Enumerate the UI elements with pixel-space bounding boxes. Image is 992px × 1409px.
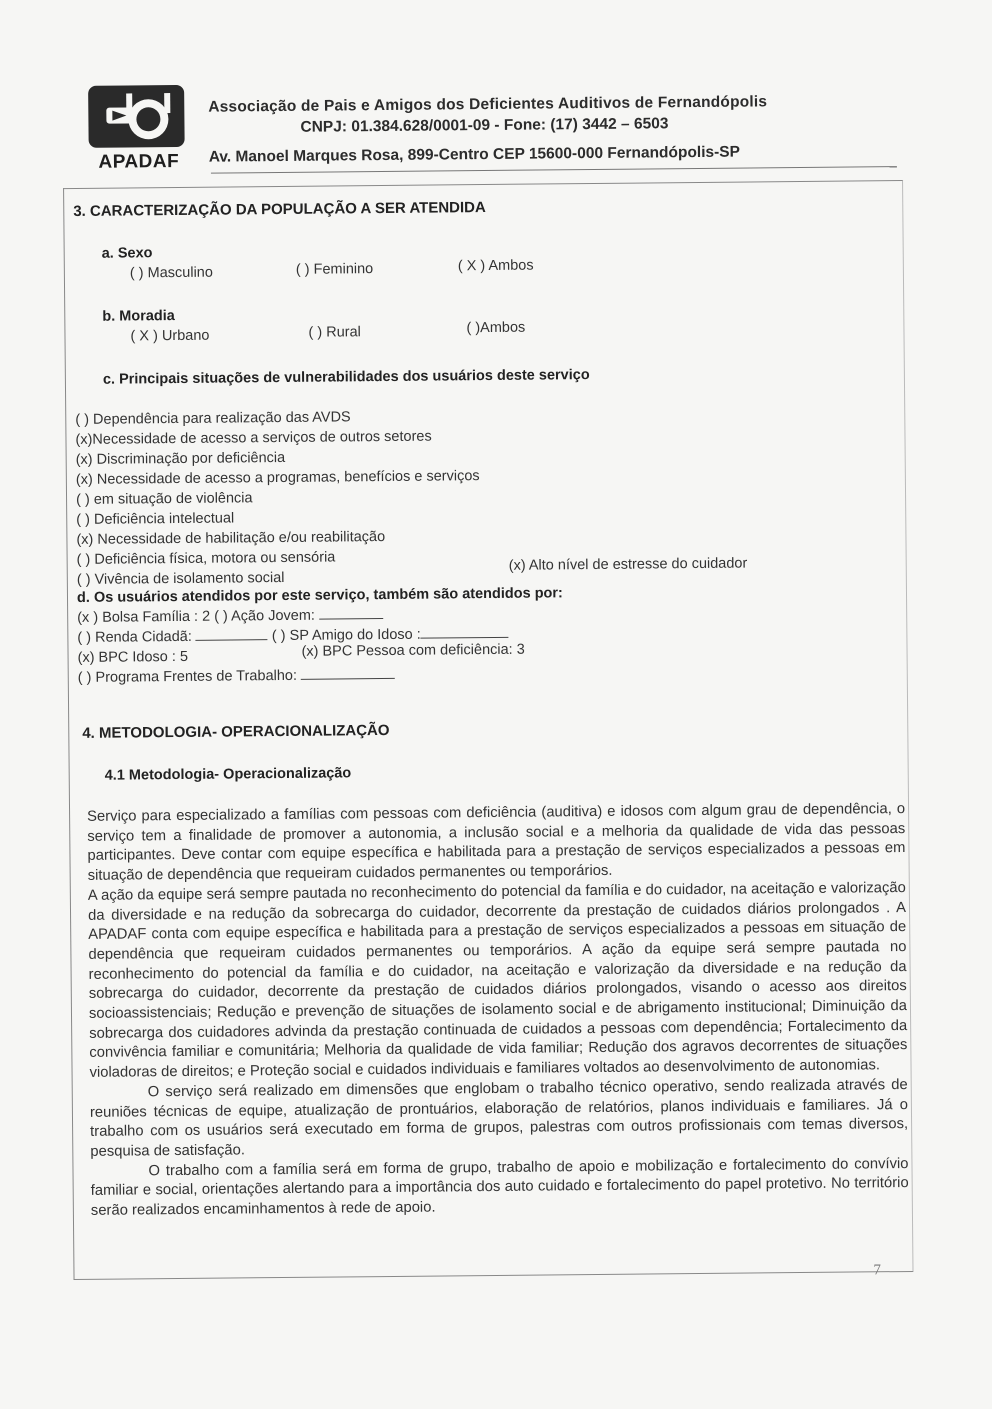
renda-cidada-text: ( ) Renda Cidadã:	[77, 628, 192, 646]
methodology-text	[87, 800, 909, 1222]
section3-title: 3. CARACTERIZAÇÃO DA POPULAÇÃO A SER ATENDIDA	[73, 199, 486, 220]
address: Av. Manoel Marques Rosa, 899-Centro CEP 15600-000 Fernandópolis-SP	[208, 143, 741, 166]
bpc-idoso: (x) BPC Idoso : 5	[77, 648, 189, 666]
sp-amigo-idoso-text: ( ) SP Amigo do Idoso :	[271, 626, 421, 645]
logo-text: APADAF	[98, 150, 180, 173]
paragraph: Serviço para especializado a famílias com pessoas com deficiência (auditiva) e idosos com algum grau de dependência, o serviço tem a finalidade de promover a autonomia, a inclusão social e a melhoria da qualidade de vida das pessoas participantes. Deve contar com equipe específica e habilitada para a prestação de serviços especializados a pessoas em situação de dependência que requeiram cuidados permanentes ou temporários.	[87, 801, 906, 884]
vulnerability-item: (x)Necessidade de acesso a serviços de outros setores	[75, 428, 432, 448]
vulnerability-item: ( ) Vivência de isolamento social	[76, 569, 285, 588]
page-number: 7	[873, 1262, 882, 1279]
header-divider	[211, 166, 897, 174]
programs-label: d. Os usuários atendidos por este serviço, também são atendidos por:	[76, 585, 563, 606]
moradia-option-rural: ( ) Rural	[308, 324, 361, 341]
vulnerability-item-extra: (x) Alto nível de estresse do cuidador	[508, 555, 748, 574]
moradia-option-urbano: ( X ) Urbano	[130, 327, 210, 345]
vulnerability-item: ( ) Dependência para realização das AVDS	[75, 409, 351, 428]
sexo-option-feminino: ( ) Feminino	[295, 261, 374, 278]
vulnerability-item: ( ) Deficiência intelectual	[76, 510, 235, 528]
vulnerability-item: ( ) em situação de violência	[75, 490, 253, 508]
cnpj-phone: CNPJ: 01.384.628/0001-09 - Fone: (17) 3442 – 6503	[300, 115, 669, 136]
moradia-option-ambos: ( )Ambos	[466, 319, 526, 337]
paragraph: A ação da equipe será sempre pautada no reconhecimento do potencial da família e do cuidador, na aceitação e valorização da diversidade e na redução da sobrecarga do cuidador, decorrente da prestação de cuidados diários prolongados . A APADAF conta com equipe específica e habilitada para a prestação de serviços especializados a pessoas em situação de dependência que requeiram cuidados permanentes ou temporários. A ação da equipe será sempre pautada no reconhecimento do potencial da família e do cuidador, na aceitação e valorização da diversidade e na redução da sobrecarga do cuidador, decorrente da prestação de cuidados diários prolongados, visando o acesso aos direitos socioassistenciais; Redução e prevenção de situações de isolamento social e de abrigamento institucional; Diminuição da sobrecarga dos cuidadores advinda da prestação continuada de cuidados a pessoas com dependência; Fortalecimento da convivência familiar e comunitária; Melhoria da qualidade de vida familiar; Redução dos agravos decorrentes de situações violadoras de direitos; e Proteção social e cuidados individuais e familiares voltados ao desenvolvimento de autonomias.	[87, 879, 908, 1082]
blank-line	[421, 636, 509, 639]
paragraph: O trabalho com a família será em forma de grupo, trabalho de apoio e mobilização e fortalecimento do convívio familiar e social, orientações alertando para a importância dos auto cuidado e fortalecimento do papel protetivo. No território serão realizados encaminhamentos à rede de apoio.	[90, 1155, 909, 1219]
moradia-label: b. Moradia	[102, 308, 175, 325]
section4-title: 4. METODOLOGIA- OPERACIONALIZAÇÃO	[82, 721, 390, 742]
logo-emblem-icon	[86, 83, 187, 150]
blank-line	[319, 617, 383, 620]
section4-subtitle: 4.1 Metodologia- Operacionalização	[104, 765, 352, 784]
blank-line	[196, 638, 268, 641]
apadaf-logo	[86, 83, 189, 173]
organization-name: Associação de Pais e Amigos dos Deficientes Auditivos de Fernandópolis	[208, 93, 768, 116]
sexo-option-ambos: ( X ) Ambos	[457, 257, 534, 275]
programs-row-4	[78, 667, 395, 686]
vulnerability-item: (x) Necessidade de habilitação e/ou reabilitação	[76, 528, 386, 548]
programs-row-1-text: (x ) Bolsa Família : 2 ( ) Ação Jovem:	[77, 607, 315, 626]
blank-line	[301, 677, 395, 680]
vulnerability-item: (x) Necessidade de acesso a programas, benefícios e serviços	[75, 468, 480, 488]
sexo-option-masculino: ( ) Masculino	[129, 264, 213, 282]
vulnerability-item: (x) Discriminação por deficiência	[75, 449, 286, 468]
sexo-label: a. Sexo	[101, 245, 153, 262]
programs-row-1	[77, 607, 383, 626]
bpc-pessoa-deficiencia: (x) BPC Pessoa com deficiência: 3	[301, 641, 525, 660]
vulnerability-item: ( ) Deficiência física, motora ou sensória	[76, 549, 336, 568]
frentes-trabalho-text: ( ) Programa Frentes de Trabalho:	[77, 667, 298, 686]
paragraph: O serviço será realizado em dimensões que englobam o trabalho técnico operativo, sendo realizada através de reuniões técnicas de equipe, atualização de prontuários, elaboração de relatórios, planos individuais e familiares. Já o trabalho com os usuários será executado em forma de grupos, palestras com outros profissionais com temas diversos, pesquisa de satisfação.	[89, 1076, 909, 1160]
vulnerabilities-label: c. Principais situações de vulnerabilidades dos usuários deste serviço	[102, 367, 590, 388]
